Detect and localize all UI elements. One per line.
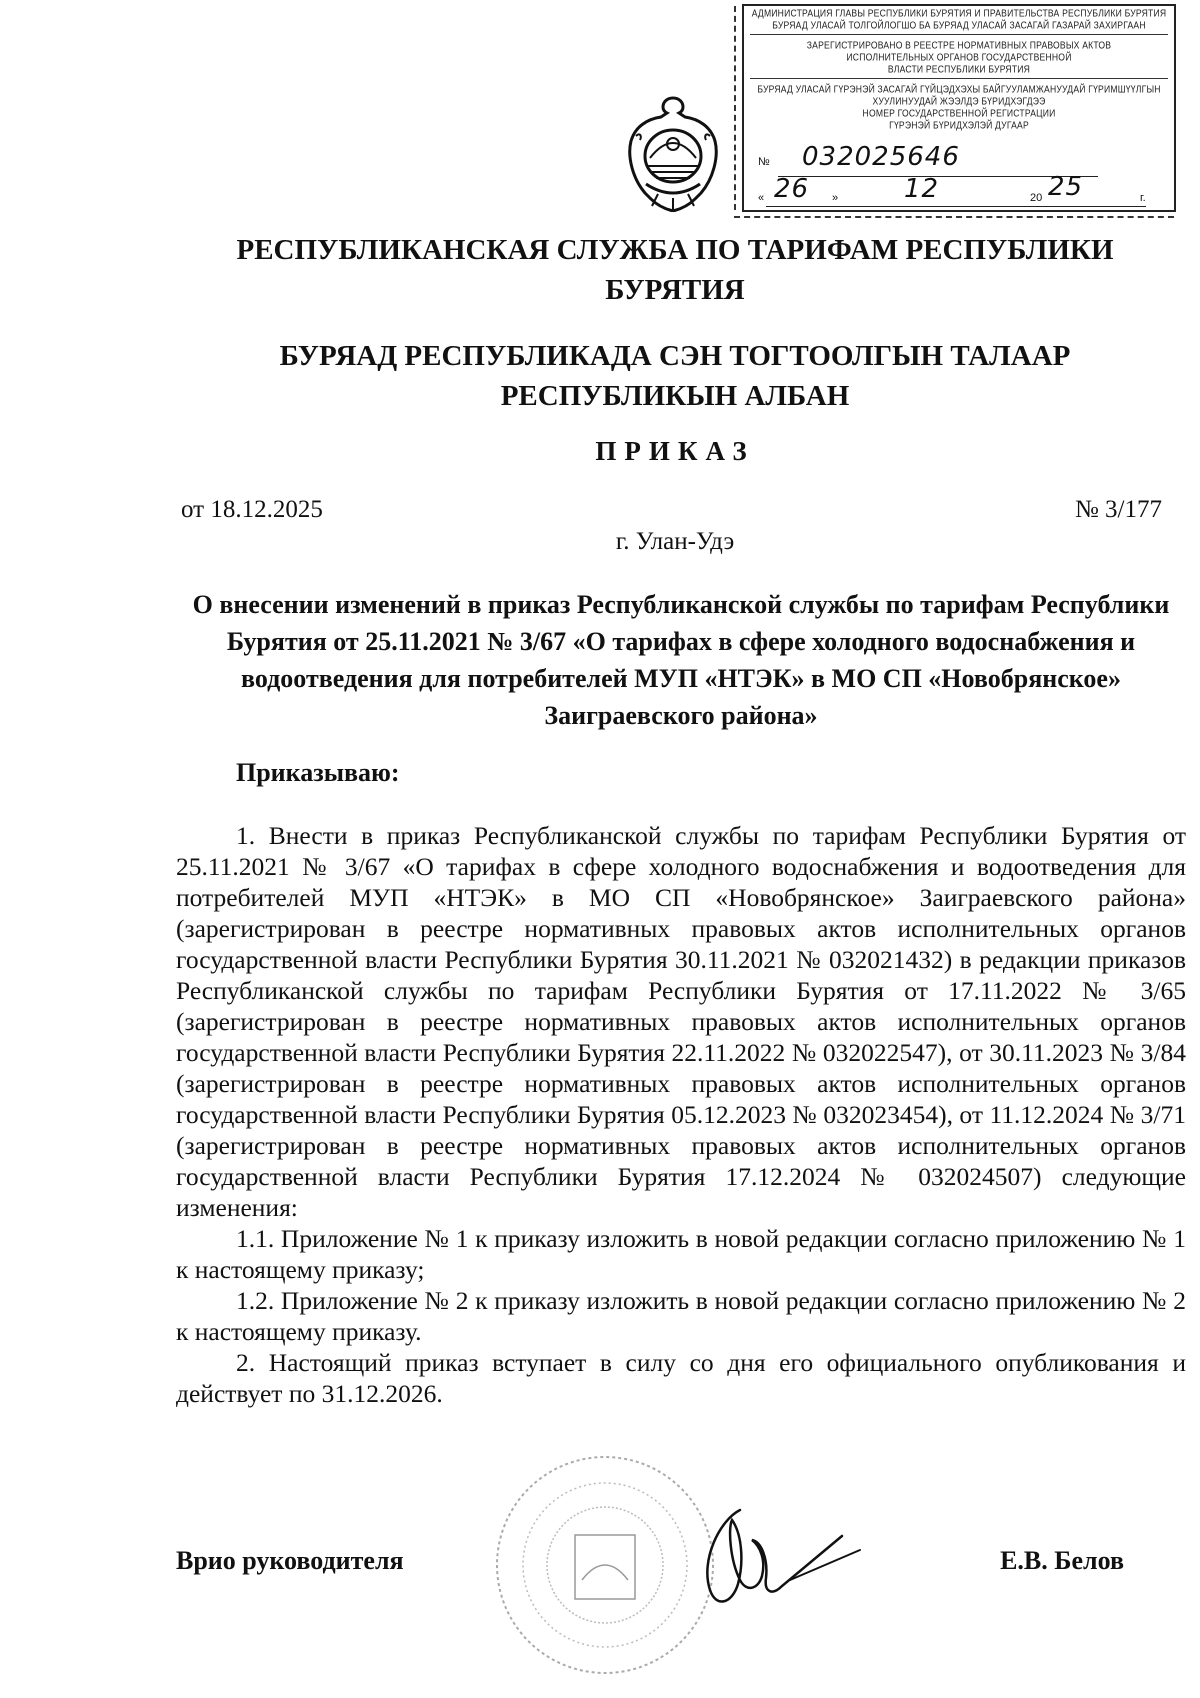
signatory-name: Е.В. Белов	[1000, 1546, 1124, 1575]
document-number: № 3/177	[1074, 496, 1162, 523]
stamp-line: БУРЯАД УЛАСАЙ ГҮРЭНЭЙ ЗАСАГАЙ ГҮЙЦЭДХЭХЫ БАЙГУУЛАМЖАНУУДАЙ ГҮРИМШҮҮЛГЫН	[757, 83, 1161, 95]
document-date: от 18.12.2025	[181, 496, 323, 523]
paragraph: 2. Настоящий приказ вступает в силу со дня его официального опубликования и действует по 31.12.2026.	[176, 1348, 1186, 1408]
coat-of-arms-emblem	[628, 96, 718, 212]
document-body	[176, 820, 1186, 1409]
document-type-heading: ПРИКАЗ	[595, 436, 755, 466]
stamp-line: БУРЯАД УЛАСАЙ ТОЛГОЙЛОГШО БА БУРЯАД УЛАСАЙ ЗАСАГАЙ ГАЗАРАЙ ЗАХИРГААН	[772, 19, 1146, 31]
org-name-bua-line2: РЕСПУБЛИКЫН АЛБАН	[500, 380, 850, 412]
document-city: г. Улан-Удэ	[615, 528, 735, 555]
stamp-line: НОМЕР ГОСУДАРСТВЕННОЙ РЕГИСТРАЦИИ	[862, 107, 1056, 119]
org-name-bua-line1: БУРЯАД РЕСПУБЛИКАДА СЭН ТОГТООЛГЫН ТАЛААР	[279, 340, 1071, 372]
stamp-line: ХУУЛИНУУДАЙ ЖЭЭЛДЭ БҮРИДХЭГДЭЭ	[872, 95, 1046, 107]
stamp-date-open: «	[758, 192, 765, 204]
registration-stamp	[742, 4, 1176, 212]
stamp-number-label: №	[758, 156, 770, 168]
stamp-line: ЗАРЕГИСТРИРОВАНО В РЕЕСТРЕ НОРМАТИВНЫХ ПРАВОВЫХ АКТОВ	[806, 39, 1112, 51]
handwritten-signature	[680, 1490, 870, 1630]
stamp-line: АДМИНИСТРАЦИЯ ГЛАВЫ РЕСПУБЛИКИ БУРЯТИЯ И ПРАВИТЕЛЬСТВА РЕСПУБЛИКИ БУРЯТИЯ	[751, 7, 1167, 19]
order-word: Приказываю:	[236, 758, 400, 787]
stamp-line: ГҮРЭНЭЙ БҮРИДХЭЛЭЙ ДУГААР	[889, 119, 1029, 131]
stamp-date-month: 12	[904, 174, 940, 204]
signatory-title: Врио руководителя	[176, 1546, 404, 1575]
paragraph: 1. Внести в приказ Республиканской службы по тарифам Республики Бурятия от 25.11.2021 № 3/67 «О тарифах в сфере холодного водоснабжения и водоотведения для потребителей МУП «НТЭК» в МО СП «Новобрянское» Заиграевского района» (зарегистрирован в реестре нормативных правовых актов исполнительных органов государственной власти Республики Бурятия 30.11.2021 № 032021432) в редакции приказов Республиканской службы по тарифам Республики Бурятия от 17.11.2022 № 3/65 (зарегистрирован в реестре нормативных правовых актов исполнительных органов государственной власти Республики Бурятия 22.11.2022 № 032022547), от 30.11.2023 № 3/84 (зарегистрирован в реестре нормативных правовых актов исполнительных органов государственной власти Республики Бурятия 05.12.2023 № 032023454), от 11.12.2024 № 3/71 (зарегистрирован в реестре нормативных правовых актов исполнительных органов государственной власти Республики Бурятия 17.12.2024 № 032024507) следующие изменения:	[176, 821, 1186, 1222]
stamp-date-day: 26	[774, 174, 810, 204]
paragraph: 1.2. Приложение № 2 к приказу изложить в новой редакции согласно приложению № 2 к настоящему приказу.	[176, 1286, 1186, 1346]
stamp-line: ИСПОЛНИТЕЛЬНЫХ ОРГАНОВ ГОСУДАРСТВЕННОЙ	[846, 51, 1072, 63]
org-name-ru-line2: БУРЯТИЯ	[605, 274, 745, 306]
stamp-date-suffix: г.	[1140, 192, 1146, 204]
stamp-date-close: »	[832, 192, 839, 204]
org-name-ru-line1: РЕСПУБЛИКАНСКАЯ СЛУЖБА ПО ТАРИФАМ РЕСПУБЛИКИ	[236, 234, 1114, 266]
paragraph: 1.1. Приложение № 1 к приказу изложить в новой редакции согласно приложению № 1 к настоящему приказу;	[176, 1224, 1186, 1284]
document-subject: О внесении изменений в приказ Республиканской службы по тарифам Республики Бурятия от 25.11.2021 № 3/67 «О тарифах в сфере холодного водоснабжения и водоотведения для потребителей МУП «НТЭК» в МО СП «Новобрянское» Заиграевского района»	[192, 590, 1170, 730]
stamp-line: ВЛАСТИ РЕСПУБЛИКИ БУРЯТИЯ	[887, 63, 1031, 75]
stamp-date-year: 25	[1048, 172, 1084, 202]
stamp-date-year-prefix: 20	[1030, 192, 1043, 204]
stamp-number-value: 032025646	[802, 142, 960, 172]
